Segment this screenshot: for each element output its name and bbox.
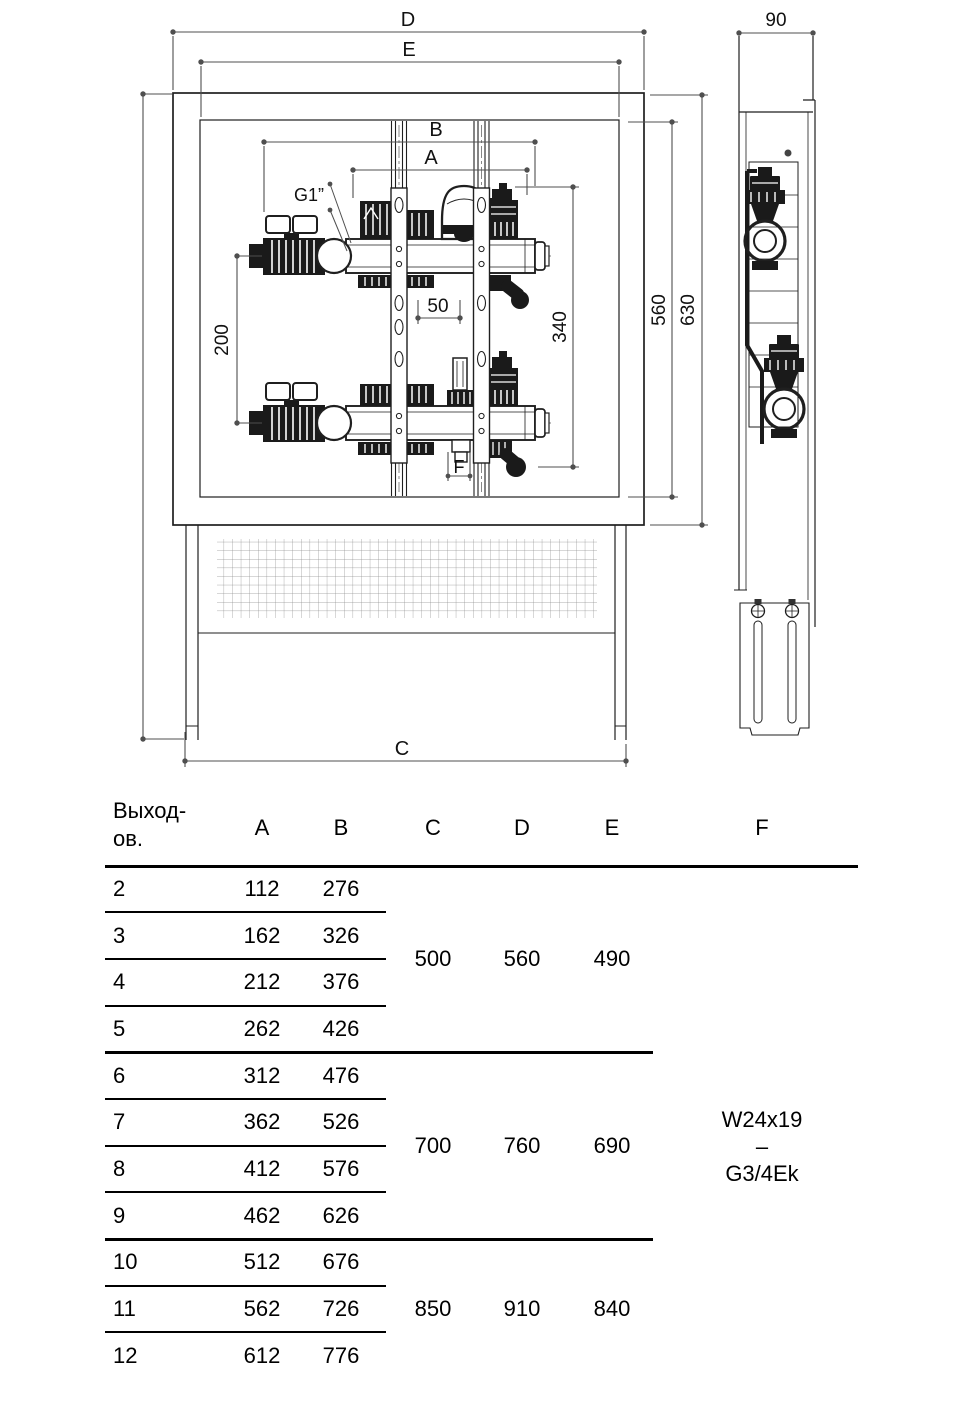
dimensions-side [736, 30, 815, 35]
table-rule [105, 1005, 386, 1007]
cell-outputs: 7 [113, 1109, 126, 1134]
cell-b: 376 [322, 969, 360, 994]
cell-b: 526 [322, 1109, 360, 1134]
dim-label-c: C [394, 738, 410, 760]
table-rule [105, 911, 386, 913]
table-row [95, 1249, 910, 1273]
dim-label-90: 90 [765, 10, 787, 31]
air-vent-lower [489, 351, 518, 406]
col-header-d: D [514, 815, 530, 840]
union-nut [317, 239, 351, 273]
table-rule [105, 1238, 653, 1241]
valve-insert-2 [406, 384, 434, 406]
dim-label-340: 340 [550, 311, 571, 343]
cell-d: 910 [503, 1296, 541, 1321]
valve-insert-1 [360, 384, 394, 406]
col-header-f: F [755, 815, 769, 840]
table-row [95, 969, 910, 993]
cell-b: 276 [322, 876, 360, 901]
cell-e: 840 [593, 1296, 631, 1321]
group-cde-1 [95, 946, 910, 970]
valve-handle [293, 383, 317, 400]
cell-b: 426 [322, 1016, 360, 1041]
table-rule [105, 865, 858, 868]
cell-outputs: 5 [113, 1016, 126, 1041]
cell-a: 112 [244, 876, 280, 901]
table-rule [105, 1331, 386, 1333]
cell-outputs: 2 [113, 876, 126, 901]
dim-label-200: 200 [212, 324, 233, 356]
f-spec-line2: – [755, 1134, 769, 1159]
dim-label-a: A [424, 147, 438, 169]
cell-c: 700 [414, 1133, 452, 1158]
table-rule [105, 1191, 386, 1193]
cell-outputs: 12 [113, 1343, 138, 1368]
cell-b: 576 [322, 1156, 360, 1181]
cell-b: 476 [322, 1063, 360, 1088]
table-row [95, 1203, 910, 1227]
flow-meter-1 [360, 201, 394, 239]
cell-outputs: 9 [113, 1203, 126, 1228]
table-row [95, 876, 910, 900]
dimension-table [95, 790, 910, 1411]
cell-a: 512 [243, 1249, 281, 1274]
drain-valve-upper [489, 275, 529, 309]
cell-c: 850 [414, 1296, 452, 1321]
cell-d: 560 [503, 946, 541, 971]
cell-a: 562 [243, 1296, 281, 1321]
front-view [140, 9, 708, 767]
col-header-outputs: ов. [113, 826, 144, 851]
spindle-valve [447, 358, 473, 406]
cell-outputs: 10 [113, 1249, 138, 1274]
col-header-outputs: Выход- [113, 798, 187, 823]
wall-bracket [740, 599, 809, 735]
cell-a: 212 [243, 969, 281, 994]
cell-a: 312 [243, 1063, 281, 1088]
dim-label-d: D [400, 9, 416, 31]
table-row [95, 923, 910, 947]
cell-d: 760 [503, 1133, 541, 1158]
dim-label-560: 560 [649, 294, 670, 326]
dim-label-f: F [453, 457, 465, 477]
col-header-e: E [604, 815, 620, 840]
cell-outputs: 4 [113, 969, 126, 994]
group-cde-3 [95, 1296, 910, 1320]
valve-handle [293, 216, 317, 233]
side-view [734, 10, 816, 735]
cell-e: 490 [593, 946, 631, 971]
cell-b: 626 [322, 1203, 360, 1228]
cell-a: 162 [243, 923, 281, 948]
col-header-a: A [254, 815, 270, 840]
cell-outputs: 8 [113, 1156, 126, 1181]
end-cap [535, 409, 545, 437]
dim-label-50: 50 [427, 296, 449, 317]
dim-label-e: E [402, 39, 416, 61]
ventilation-mesh [217, 539, 597, 618]
valve-handle [266, 216, 290, 233]
cell-a: 412 [243, 1156, 281, 1181]
cell-c: 500 [414, 946, 452, 971]
table-row [95, 1343, 910, 1367]
drain-valve-lower [488, 440, 526, 477]
f-spec-line3: G3/4Ek [725, 1161, 799, 1186]
union-nut [317, 406, 351, 440]
cell-outputs: 3 [113, 923, 126, 948]
flow-meter-2 [406, 210, 434, 239]
f-spec-value [722, 1106, 803, 1187]
cell-a: 462 [243, 1203, 281, 1228]
table-row [95, 1063, 910, 1087]
table-rule [105, 1098, 386, 1100]
cell-b: 676 [322, 1249, 360, 1274]
cell-b: 326 [322, 923, 360, 948]
cell-outputs: 11 [113, 1296, 136, 1321]
ball-valve-lower [263, 383, 351, 442]
screw [785, 150, 792, 157]
cell-a: 362 [243, 1109, 281, 1134]
dim-label-g1: G1” [293, 185, 325, 205]
col-header-c: C [425, 815, 441, 840]
col-header-b: B [333, 815, 349, 840]
ball-valve-upper [263, 216, 351, 275]
cell-a: 262 [243, 1016, 281, 1041]
cell-outputs: 6 [113, 1063, 126, 1088]
air-vent-upper [489, 183, 518, 239]
cell-b: 726 [322, 1296, 360, 1321]
cell-a: 612 [243, 1343, 281, 1368]
table-row [95, 1016, 910, 1040]
f-spec-line1: W24x19 [721, 1107, 803, 1132]
cell-e: 690 [593, 1133, 631, 1158]
dim-label-b: B [429, 119, 443, 141]
end-cap [535, 242, 545, 270]
table-rule [105, 1051, 653, 1054]
valve-handle [266, 383, 290, 400]
cell-b: 776 [322, 1343, 360, 1368]
dim-label-630: 630 [678, 294, 699, 326]
table-rule [105, 1285, 386, 1287]
